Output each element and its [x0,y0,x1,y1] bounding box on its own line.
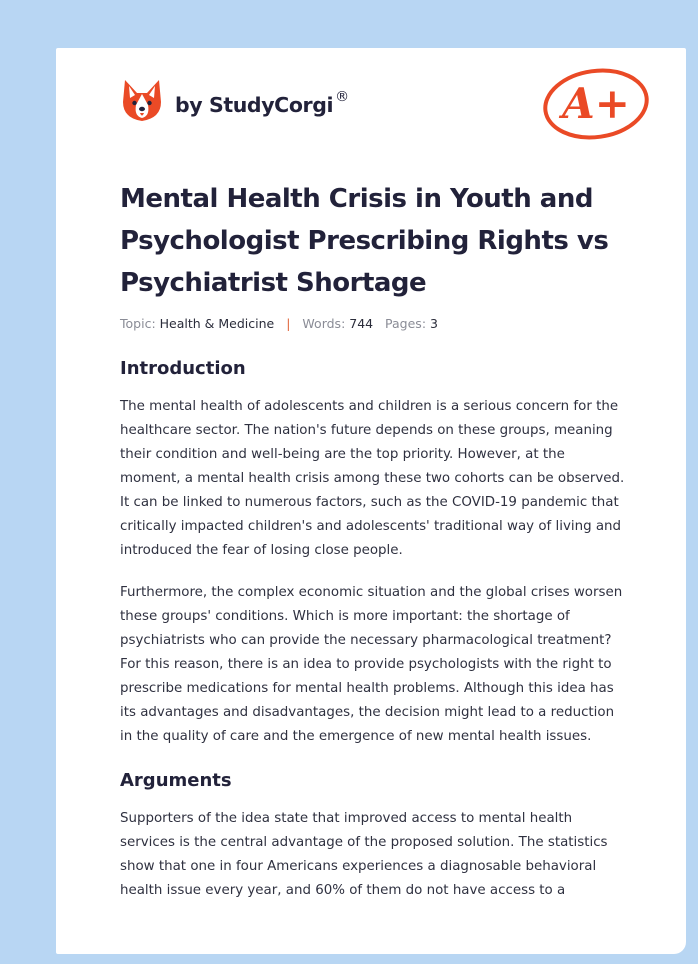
document-title: Mental Health Crisis in Youth and Psychologist Prescribing Rights vs Psychiatrist Shortage [120,184,609,298]
words-count: 744 [349,316,374,331]
brand-name[interactable]: by StudyCorgi ® [175,89,349,117]
pages-count: 3 [430,316,438,331]
header [122,78,642,148]
topic-link[interactable]: Health & Medicine [159,316,275,331]
trademark-symbol: ® [335,89,349,105]
paragraph: The mental health of adolescents and children is a serious concern for the healthcare sector. The nation's future depends on these groups, meaning their condition and well-being are the top priority. However, at the moment, a mental health crisis among these two cohorts can be observed. It can be linked to numerous factors, such as the COVID-19 pandemic that critically impacted children's and adolescents' traditional way of living and introduced the fear of losing close people. [120,399,625,558]
document-content [120,178,626,903]
grade-badge-text: A+ [562,79,630,128]
meta-separator: | [286,316,291,331]
section-heading-arguments: Arguments [120,770,232,791]
section-heading-introduction: Introduction [120,358,246,379]
corgi-logo-icon[interactable] [122,78,162,122]
grade-badge-icon [540,62,652,142]
document-meta [120,316,626,331]
paragraph: Supporters of the idea state that improved access to mental health services is the central advantage of the proposed solution. The statistics show that one in four Americans experiences a diagnosable behavioral health issue every year, and 60% of them do not have access to a [120,811,608,898]
paragraph: Furthermore, the complex economic situation and the global crises worsen these groups' conditions. Which is more important: the shortage of psychiatrists who can provide the necessary pharmacological treatment? For this reason, there is an idea to provide psychologists with the right to prescribe medications for mental health problems. Although this idea has its advantages and disadvantages, the decision might lead to a reduction in the quality of care and the emergence of new mental health issues. [120,585,623,744]
words-label: Words: [302,316,346,331]
pages-label: Pages: [385,316,427,331]
topic-label: Topic: [120,316,156,331]
document-page [56,48,686,954]
